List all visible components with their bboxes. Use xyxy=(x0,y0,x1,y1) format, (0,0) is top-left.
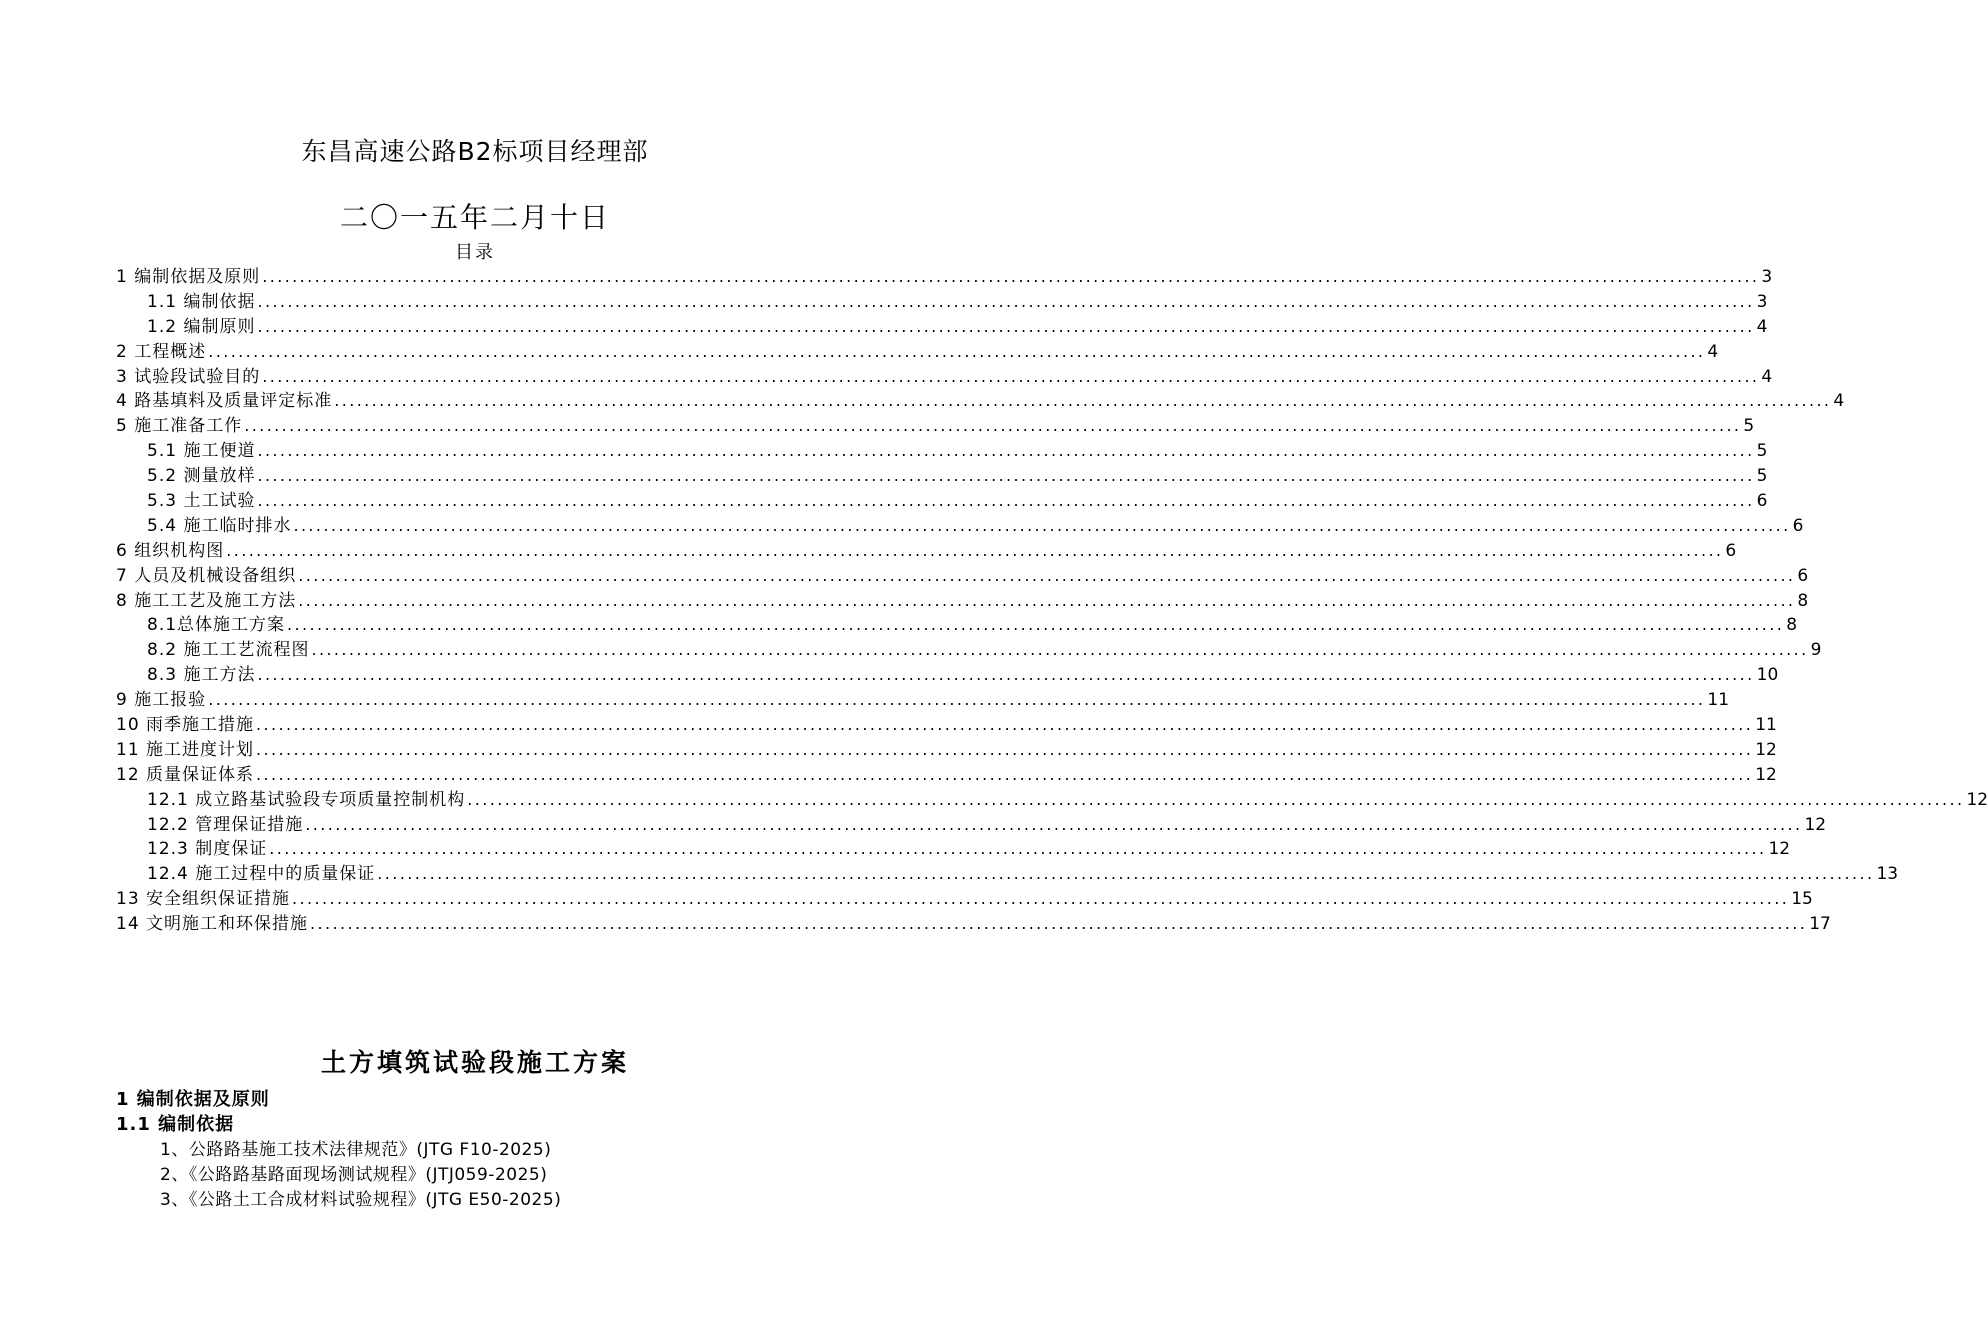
toc-entry[interactable] xyxy=(116,810,1827,835)
toc-entry-label: 12.1 成立路基试验段专项质量控制机构 xyxy=(147,789,466,810)
toc-entry-label: 8.1总体施工方案 xyxy=(147,615,286,636)
toc-entry-page: 17 xyxy=(1809,914,1831,935)
toc-entry-page: 6 xyxy=(1792,515,1804,536)
toc-leader-dots: ........................................................................................................................................................................................................ xyxy=(298,590,1796,610)
toc-leader-dots: ........................................................................................................................................................................................................ xyxy=(256,715,1754,735)
toc-leader-dots: ........................................................................................................................................................................................................ xyxy=(287,615,1785,635)
toc-entry-page: 12 xyxy=(1804,814,1827,835)
reference-item: 1、公路路基施工技术法律规范》(JTG F10-2025) xyxy=(160,1140,552,1160)
toc-entry-label: 12.3 制度保证 xyxy=(147,839,268,860)
toc-entry-label: 4 路基填料及质量评定标准 xyxy=(116,391,333,412)
toc-entry[interactable] xyxy=(116,337,1719,362)
toc-entry[interactable] xyxy=(116,909,1831,935)
reference-item: 2、《公路路基路面现场测试规程》(JTJ059-2025) xyxy=(160,1165,548,1185)
toc-entry-page: 12 xyxy=(1755,739,1777,760)
toc-entry-label: 12.4 施工过程中的质量保证 xyxy=(147,864,376,885)
toc-entry-label: 8 施工工艺及施工方法 xyxy=(116,590,297,611)
toc-entry-label: 1.2 编制原则 xyxy=(147,316,256,337)
toc-leader-dots: ........................................................................................................................................................................................................ xyxy=(257,291,1755,311)
toc-entry-page: 6 xyxy=(1756,491,1768,512)
toc-entry-label: 12 质量保证体系 xyxy=(116,764,255,785)
toc-entry-label: 5.2 测量放样 xyxy=(147,466,256,487)
toc-entry[interactable] xyxy=(116,785,1988,810)
toc-entry[interactable] xyxy=(116,312,1768,337)
toc-entry-page: 9 xyxy=(1810,640,1822,661)
toc-entry-page: 6 xyxy=(1725,540,1737,561)
toc-leader-dots: ........................................................................................................................................................................................................ xyxy=(244,416,1742,436)
toc-leader-dots: ........................................................................................................................................................................................................ xyxy=(257,466,1755,486)
toc-entry-label: 12.2 管理保证措施 xyxy=(147,814,304,835)
toc-entry[interactable] xyxy=(116,362,1773,387)
toc-entry-page: 13 xyxy=(1876,864,1899,885)
toc-entry-label: 5.4 施工临时排水 xyxy=(147,515,292,536)
toc-leader-dots: ........................................................................................................................................................................................................ xyxy=(467,789,1965,809)
toc-entry[interactable] xyxy=(116,586,1809,611)
toc-entry[interactable] xyxy=(116,635,1822,661)
toc-leader-dots: ........................................................................................................................................................................................................ xyxy=(311,640,1809,660)
toc-entry-page: 12 xyxy=(1755,764,1777,785)
toc-leader-dots: ........................................................................................................................................................................................................ xyxy=(269,839,1767,859)
toc-entry[interactable] xyxy=(116,760,1777,785)
toc-entry-label: 6 组织机构图 xyxy=(116,540,225,561)
toc-leader-dots: ........................................................................................................................................................................................................ xyxy=(377,864,1875,884)
toc-entry-label: 10 雨季施工措施 xyxy=(116,715,255,736)
toc-leader-dots: ........................................................................................................................................................................................................ xyxy=(257,316,1755,336)
toc-entry-page: 11 xyxy=(1707,690,1730,711)
toc-entry[interactable] xyxy=(116,287,1768,312)
document-title: 土方填筑试验段施工方案 xyxy=(320,1048,629,1077)
toc-leader-dots: ........................................................................................................................................................................................................ xyxy=(305,814,1803,834)
toc-entry-label: 9 施工报验 xyxy=(116,690,207,711)
table-of-contents xyxy=(116,262,1988,935)
toc-entry-label: 5 施工准备工作 xyxy=(116,416,243,437)
toc-leader-dots: ........................................................................................................................................................................................................ xyxy=(226,540,1724,560)
reference-item: 3、《公路土工合成材料试验规程》(JTG E50-2025) xyxy=(160,1190,562,1210)
toc-entry-label: 3 试验段试验目的 xyxy=(116,366,261,387)
toc-entry-label: 2 工程概述 xyxy=(116,341,207,362)
toc-entry-label: 11 施工进度计划 xyxy=(116,739,255,760)
toc-entry-page: 10 xyxy=(1756,665,1779,686)
toc-entry-label: 8.2 施工工艺流程图 xyxy=(147,640,310,661)
toc-entry-label: 1.1 编制依据 xyxy=(147,291,256,312)
toc-leader-dots: ........................................................................................................................................................................................................ xyxy=(292,889,1790,909)
toc-leader-dots: ........................................................................................................................................................................................................ xyxy=(257,491,1755,511)
toc-leader-dots: ........................................................................................................................................................................................................ xyxy=(208,341,1706,361)
organization-name: 东昌高速公路B2标项目经理部 xyxy=(301,137,649,166)
toc-entry[interactable] xyxy=(116,710,1777,736)
toc-entry-label: 7 人员及机械设备组织 xyxy=(116,565,297,586)
toc-leader-dots: ........................................................................................................................................................................................................ xyxy=(262,267,1760,286)
toc-entry-page: 4 xyxy=(1707,341,1719,362)
toc-entry[interactable] xyxy=(116,411,1755,437)
toc-entry-page: 12 xyxy=(1768,839,1791,860)
toc-leader-dots: ........................................................................................................................................................................................................ xyxy=(262,366,1760,386)
toc-entry[interactable] xyxy=(116,834,1791,860)
toc-entry[interactable] xyxy=(116,685,1730,711)
toc-leader-dots: ........................................................................................................................................................................................................ xyxy=(310,914,1808,934)
toc-leader-dots: ........................................................................................................................................................................................................ xyxy=(293,515,1791,535)
toc-entry-page: 11 xyxy=(1755,715,1777,736)
section-heading-1-1: 1.1 编制依据 xyxy=(116,1114,235,1135)
toc-entry-label: 5.3 土工试验 xyxy=(147,491,256,512)
toc-leader-dots: ........................................................................................................................................................................................................ xyxy=(257,441,1755,461)
toc-entry-page: 15 xyxy=(1791,889,1813,910)
toc-entry-page: 5 xyxy=(1756,441,1768,462)
section-heading-1: 1 编制依据及原则 xyxy=(116,1089,270,1110)
toc-entry[interactable] xyxy=(116,386,1845,412)
toc-entry-label: 13 安全组织保证措施 xyxy=(116,889,291,910)
toc-entry-page: 3 xyxy=(1756,291,1768,312)
toc-entry-page: 8 xyxy=(1786,615,1798,636)
toc-entry[interactable] xyxy=(116,610,1798,636)
toc-entry[interactable] xyxy=(116,561,1809,586)
toc-entry[interactable] xyxy=(116,262,1773,287)
toc-entry[interactable] xyxy=(116,511,1804,536)
toc-entry-page: 12 xyxy=(1966,789,1988,810)
toc-title: 目录 xyxy=(455,242,495,263)
toc-entry-page: 6 xyxy=(1797,565,1809,586)
toc-entry[interactable] xyxy=(116,859,1899,885)
toc-entry[interactable] xyxy=(116,461,1768,487)
toc-entry-page: 5 xyxy=(1743,416,1755,437)
toc-entry-label: 5.1 施工便道 xyxy=(147,441,256,462)
reference-list xyxy=(160,1135,561,1210)
toc-entry[interactable] xyxy=(116,884,1813,910)
toc-entry-page: 4 xyxy=(1756,316,1768,337)
toc-entry[interactable] xyxy=(116,660,1779,686)
document-date: 二〇一五年二月十日 xyxy=(339,201,610,234)
toc-entry[interactable] xyxy=(116,486,1768,512)
toc-entry[interactable] xyxy=(116,735,1777,760)
toc-leader-dots: ........................................................................................................................................................................................................ xyxy=(334,391,1832,411)
toc-leader-dots: ........................................................................................................................................................................................................ xyxy=(257,665,1755,685)
toc-entry-page: 3 xyxy=(1761,267,1773,287)
toc-entry-label: 1 编制依据及原则 xyxy=(116,267,261,287)
toc-entry[interactable] xyxy=(116,436,1768,462)
toc-entry[interactable] xyxy=(116,536,1737,561)
toc-leader-dots: ........................................................................................................................................................................................................ xyxy=(256,764,1754,784)
toc-entry-label: 14 文明施工和环保措施 xyxy=(116,914,309,935)
toc-entry-page: 4 xyxy=(1761,366,1773,387)
toc-entry-label: 8.3 施工方法 xyxy=(147,665,256,686)
toc-leader-dots: ........................................................................................................................................................................................................ xyxy=(298,565,1796,585)
toc-entry-page: 4 xyxy=(1833,391,1845,412)
toc-leader-dots: ........................................................................................................................................................................................................ xyxy=(256,739,1754,759)
toc-entry-page: 8 xyxy=(1797,590,1809,611)
toc-leader-dots: ........................................................................................................................................................................................................ xyxy=(208,690,1706,710)
toc-entry-page: 5 xyxy=(1756,466,1768,487)
